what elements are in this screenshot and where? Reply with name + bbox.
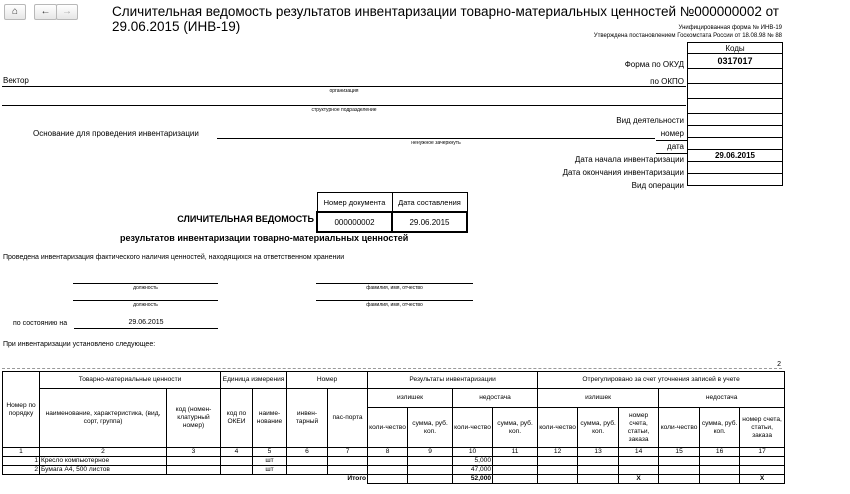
fio-caption-2: фамилия, имя, отчество: [366, 302, 423, 308]
h-res-shortage: недостача: [453, 389, 538, 408]
col-num: 12: [538, 448, 578, 457]
basis-caption: ненужное зачеркнуть: [411, 140, 461, 146]
okud-label: Форма по ОКУД: [624, 60, 684, 69]
total-label: Итого: [347, 475, 367, 483]
basis-label: Основание для проведения инвентаризации: [33, 129, 199, 138]
position-caption-1: должность: [133, 285, 158, 291]
col-num: 9: [408, 448, 453, 457]
custody-text: Проведена инвентаризация фактического наличия ценностей, находящихся на ответственном хранении: [3, 254, 345, 261]
date-label: дата: [667, 142, 684, 151]
arrow-right-icon: →: [62, 6, 72, 17]
h-qty: коли-чество: [453, 408, 493, 448]
h-number: Номер: [287, 372, 368, 389]
h-unitname: наиме-нование: [253, 389, 287, 448]
forward-button[interactable]: [56, 4, 78, 20]
row-short-qty: 47,000: [453, 466, 493, 475]
h-unit: Единица измерения: [221, 372, 287, 389]
state-value: 29.06.2015: [128, 319, 164, 326]
arrow-left-icon: ←: [40, 6, 51, 17]
okpo-label: по ОКПО: [650, 77, 684, 86]
col-num: 14: [619, 448, 659, 457]
h-qty: коли-чество: [538, 408, 578, 448]
doc-date-value: 29.06.2015: [392, 212, 467, 232]
h-code: код (номен-клатурный номер): [167, 389, 221, 448]
h-qty: коли-чество: [368, 408, 408, 448]
col-num: 7: [328, 448, 368, 457]
home-button[interactable]: [4, 4, 26, 20]
row-unit: шт: [253, 457, 287, 466]
h-inv: инвен-тарный: [287, 389, 328, 448]
fio-caption-1: фамилия, имя, отчество: [366, 285, 423, 291]
h-results: Результаты инвентаризации: [368, 372, 538, 389]
position-caption-2: должность: [133, 302, 158, 308]
h-account: номер счета, статьи, заказа: [619, 408, 659, 448]
form-line1: Унифицированная форма № ИНВ-19: [678, 25, 782, 31]
home-icon: ⌂: [11, 6, 19, 17]
inventory-table: [2, 371, 785, 484]
org-caption: организация: [329, 88, 359, 94]
state-label: по состоянию на: [13, 320, 68, 327]
column-numbers-row: [3, 448, 785, 457]
start-date-value: 29.06.2015: [688, 150, 783, 162]
row-name: Кресло компьютерное: [40, 457, 167, 466]
h-num: Номер по порядку: [3, 372, 40, 448]
h-res-surplus: излишек: [368, 389, 453, 408]
codes-label: Коды: [688, 43, 783, 54]
col-num: 8: [368, 448, 408, 457]
h-qty: коли-чество: [659, 408, 700, 448]
h-goods: Товарно-материальные ценности: [40, 372, 221, 389]
operation-label: Вид операции: [631, 181, 684, 190]
doc-heading2: результатов инвентаризации товарно-материальных ценностей: [120, 233, 409, 243]
h-sum: сумма, руб. коп.: [408, 408, 453, 448]
h-adjusted: Отрегулировано за счет уточнения записей в учете: [538, 372, 785, 389]
col-num: 11: [493, 448, 538, 457]
col-num: 10: [453, 448, 493, 457]
col-num: 4: [221, 448, 253, 457]
org-name: Вектор: [3, 76, 29, 85]
col-num: 13: [578, 448, 619, 457]
h-okei: код по ОКЕИ: [221, 389, 253, 448]
doc-heading1: СЛИЧИТЕЛЬНАЯ ВЕДОМОСТЬ: [177, 214, 314, 224]
h-sum: сумма, руб. коп.: [700, 408, 740, 448]
row-unit: шт: [253, 466, 287, 475]
h-account: номер счета, статьи, заказа: [740, 408, 785, 448]
form-line2: Утверждена постановлением Госкомстата России от 18.08.98 № 88: [593, 33, 782, 39]
page-title: Сличительная ведомость результатов инвентаризации товарно-материальных ценностей №000000002 от 29.06.2015 (ИНВ-19): [112, 4, 779, 34]
total-mark: X: [619, 475, 659, 484]
col-num: 2: [40, 448, 167, 457]
col-num: 16: [700, 448, 740, 457]
page-number: 2: [777, 361, 781, 368]
doc-num-value: 000000002: [317, 212, 392, 232]
h-adj-surplus: излишек: [538, 389, 659, 408]
total-mark: X: [740, 475, 785, 484]
division-caption: структурное подразделение: [311, 107, 377, 113]
back-button[interactable]: [34, 4, 57, 20]
col-num: 6: [287, 448, 328, 457]
h-adj-shortage: недостача: [659, 389, 785, 408]
h-passport: пас-порта: [328, 389, 368, 448]
h-sum: сумма, руб. коп.: [493, 408, 538, 448]
table-row: [3, 457, 785, 466]
start-label: Дата начала инвентаризации: [574, 155, 684, 164]
row-num: 2: [3, 466, 40, 475]
doc-date-header: Дата составления: [392, 193, 467, 213]
end-label: Дата окончания инвентаризации: [562, 168, 684, 177]
number-label: номер: [660, 129, 684, 138]
h-sum: сумма, руб. коп.: [578, 408, 619, 448]
established-text: При инвентаризации установлено следующее:: [3, 341, 156, 348]
activity-label: Вид деятельности: [616, 116, 684, 125]
row-num: 1: [3, 457, 40, 466]
col-num: 3: [167, 448, 221, 457]
row-name: Бумага А4, 500 листов: [40, 466, 167, 475]
row-short-qty: 5,000: [453, 457, 493, 466]
col-num: 15: [659, 448, 700, 457]
codes-table: [687, 42, 783, 186]
okud-value: 0317017: [688, 54, 783, 69]
total-short-qty: 52,000: [453, 475, 493, 484]
col-num: 1: [3, 448, 40, 457]
total-row: [3, 475, 785, 484]
col-num: 5: [253, 448, 287, 457]
doc-num-header: Номер документа: [317, 193, 392, 213]
col-num: 17: [740, 448, 785, 457]
table-row: [3, 466, 785, 475]
h-name: наименование, характеристика, (вид, сорт, группа): [40, 389, 167, 448]
doc-number-table: [316, 192, 468, 233]
